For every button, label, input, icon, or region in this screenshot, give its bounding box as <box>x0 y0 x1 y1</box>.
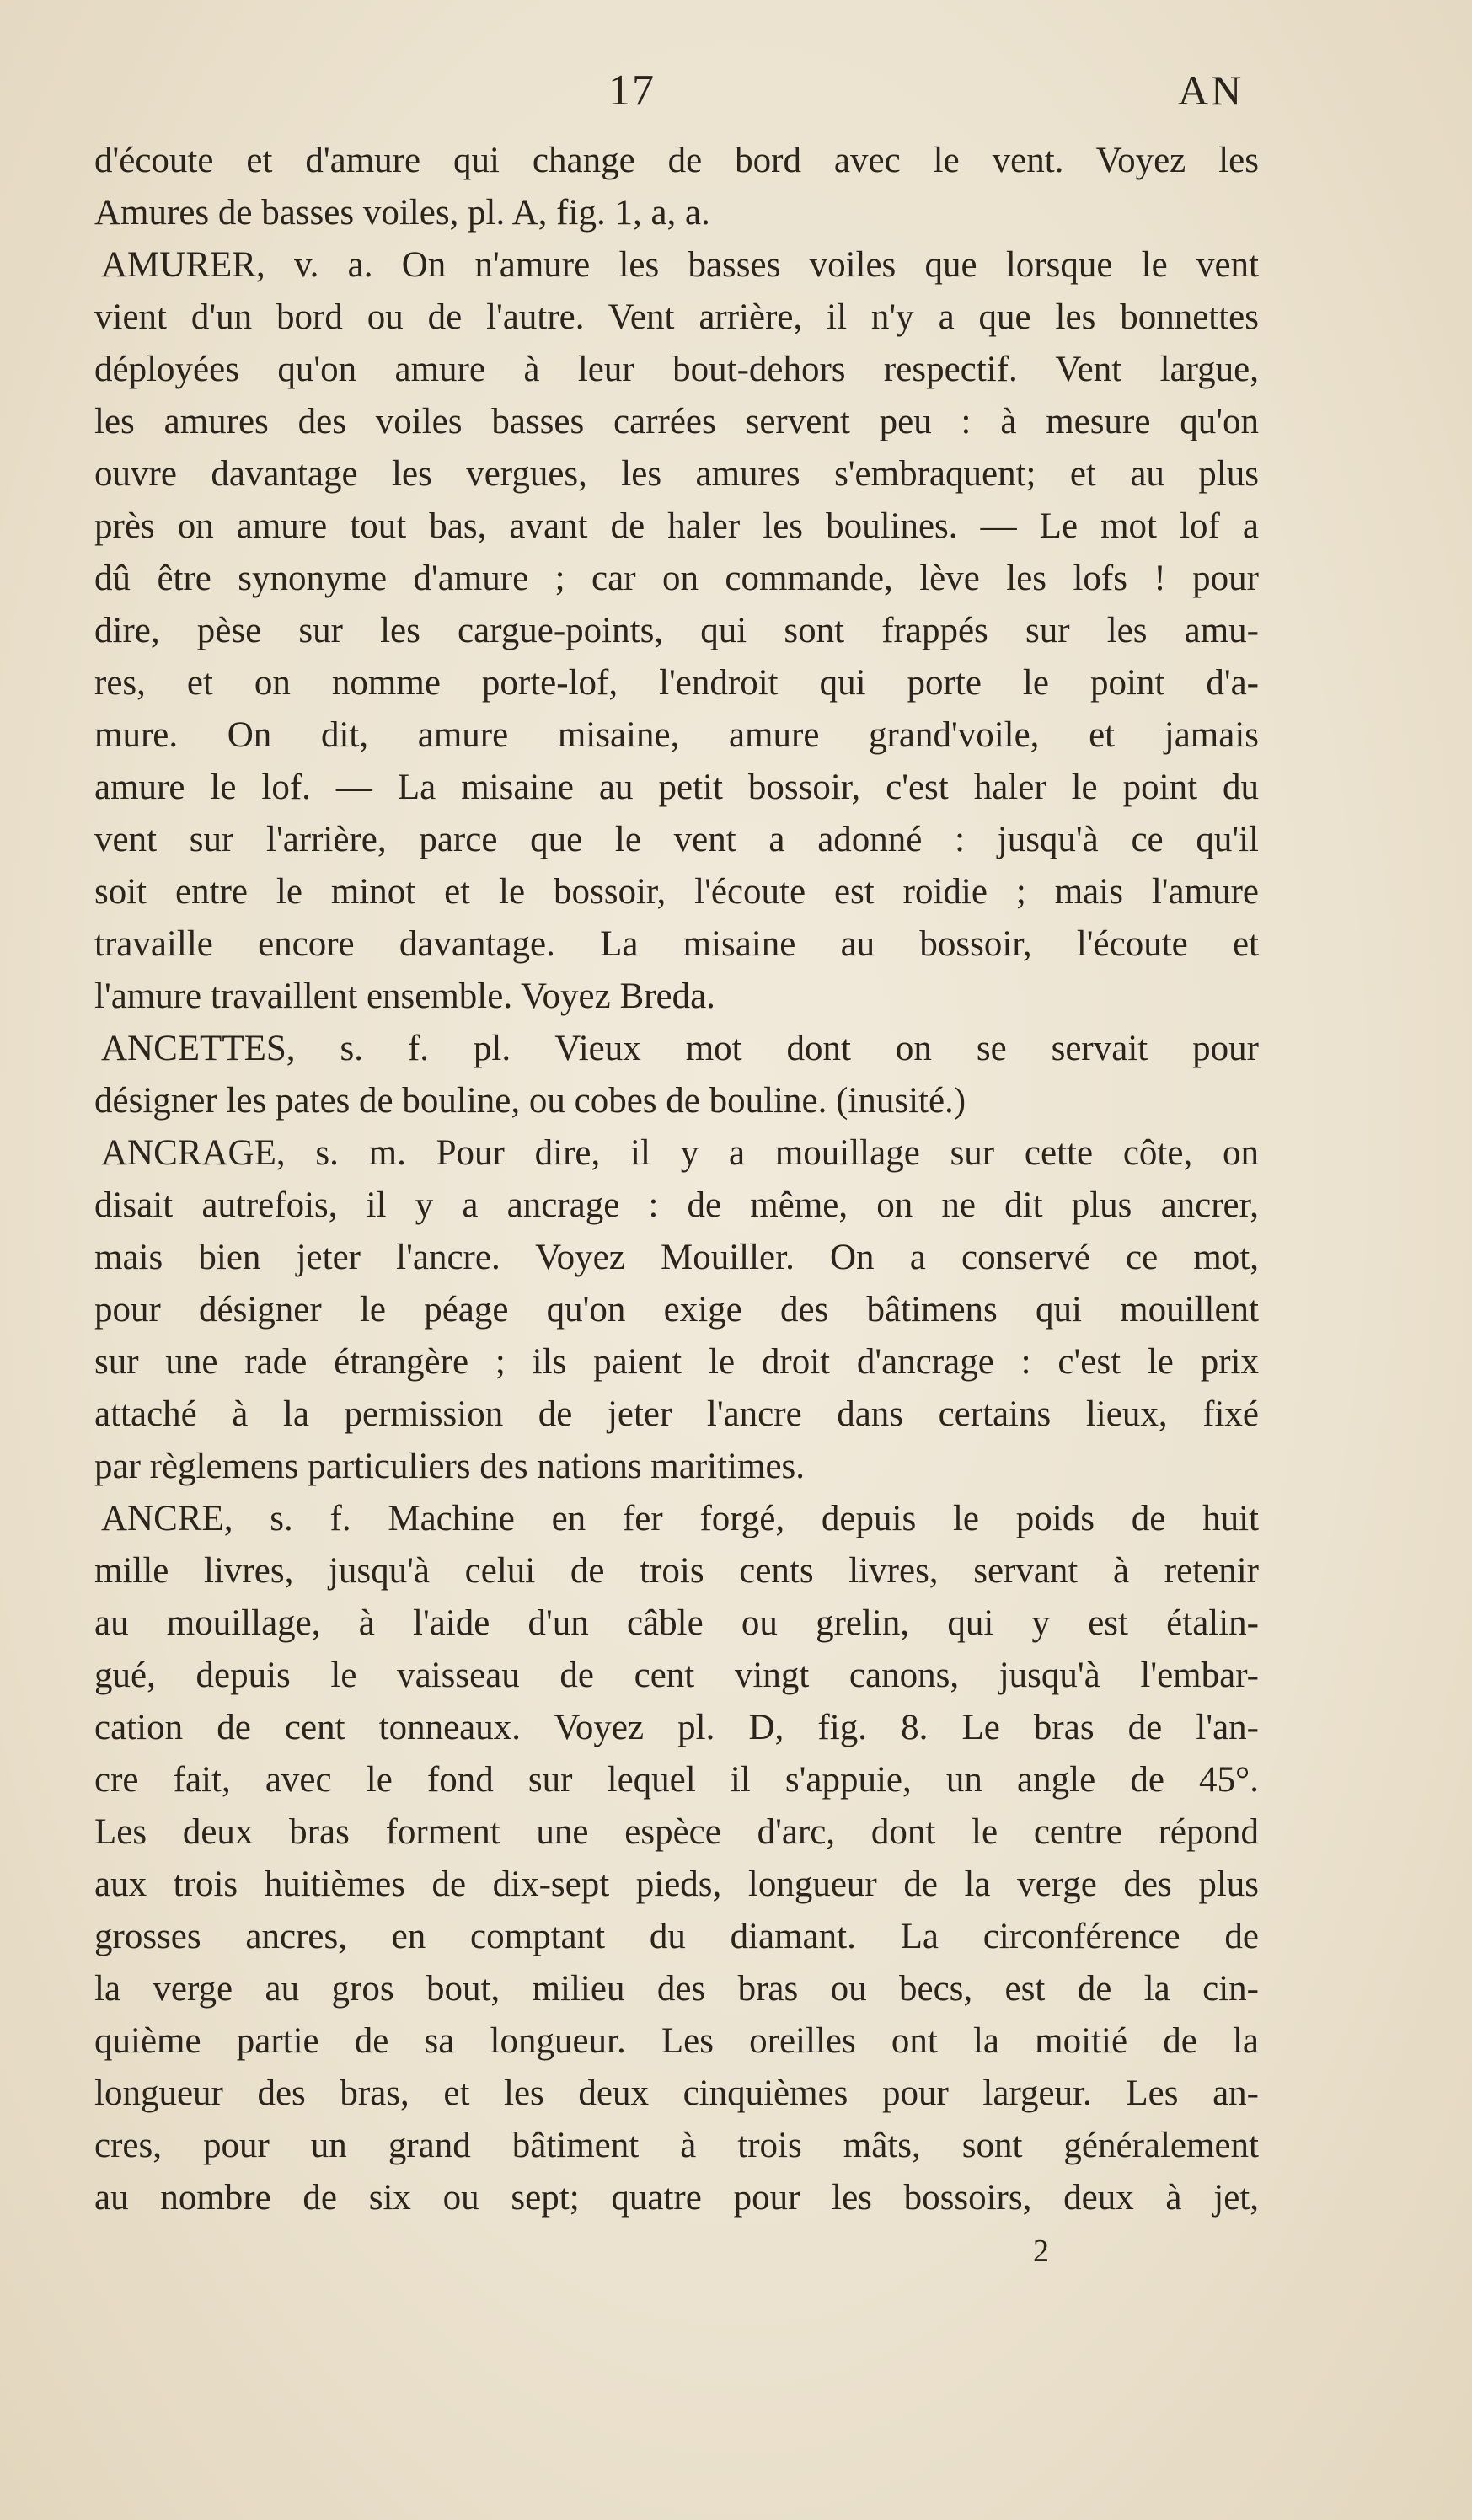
text-line: gué, depuis le vaisseau de cent vingt canons, jusqu'à l'embar- <box>94 1656 1259 1695</box>
signature-mark: 2 <box>1033 2234 1049 2269</box>
text-line: l'amure travaillent ensemble. Voyez Breda. <box>94 976 715 1016</box>
text-line: dire, pèse sur les cargue-points, qui sont frappés sur les amu- <box>94 611 1259 650</box>
text-line: mille livres, jusqu'à celui de trois cents livres, servant à retenir <box>94 1551 1259 1591</box>
text-line: mure. On dit, amure misaine, amure grand'voile, et jamais <box>94 715 1259 755</box>
text-line: longueur des bras, et les deux cinquièmes pour largeur. Les an- <box>94 2073 1259 2113</box>
text-line: au nombre de six ou sept; quatre pour les bossoirs, deux à jet, <box>94 2178 1259 2218</box>
text-line: res, et on nomme porte-lof, l'endroit qui porte le point d'a- <box>94 663 1259 703</box>
text-line: dû être synonyme d'amure ; car on commande, lève les lofs ! pour <box>94 559 1259 598</box>
body-text <box>94 135 1259 2224</box>
entry-amurer: AMURER, v. a. On n'amure les basses voiles que lorsque le vent <box>101 245 1259 285</box>
entry-ancettes: ANCETTES, s. f. pl. Vieux mot dont on se servait pour <box>101 1029 1259 1068</box>
text-line: ouvre davantage les vergues, les amures s'embraquent; et au plus <box>94 454 1259 494</box>
text-line: déployées qu'on amure à leur bout-dehors respectif. Vent largue, <box>94 350 1259 389</box>
text-line: cre fait, avec le fond sur lequel il s'appuie, un angle de 45°. <box>94 1760 1259 1800</box>
text-line: mais bien jeter l'ancre. Voyez Mouiller. On a conservé ce mot, <box>94 1238 1259 1277</box>
page-header <box>0 66 1472 125</box>
text-line: disait autrefois, il y a ancrage : de même, on ne dit plus ancrer, <box>94 1185 1259 1225</box>
running-head: AN <box>1178 67 1245 114</box>
text-line: aux trois huitièmes de dix-sept pieds, longueur de la verge des plus <box>94 1865 1259 1904</box>
text-line: désigner les pates de bouline, ou cobes de bouline. (inusité.) <box>94 1081 966 1121</box>
text-line: sur une rade étrangère ; ils paient le droit d'ancrage : c'est le prix <box>94 1342 1259 1382</box>
text-line: vent sur l'arrière, parce que le vent a adonné : jusqu'à ce qu'il <box>94 820 1259 859</box>
text-line: cres, pour un grand bâtiment à trois mâts, sont généralement <box>94 2126 1259 2165</box>
text-line: Les deux bras forment une espèce d'arc, dont le centre répond <box>94 1812 1259 1852</box>
text-line: grosses ancres, en comptant du diamant. La circonférence de <box>94 1917 1259 1956</box>
text-line: au mouillage, à l'aide d'un câble ou grelin, qui y est étalin- <box>94 1603 1259 1643</box>
text-line: Amures de basses voiles, pl. A, fig. 1, a, a. <box>94 193 710 233</box>
text-line: près on amure tout bas, avant de haler les boulines. — Le mot lof a <box>94 506 1259 546</box>
text-line: quième partie de sa longueur. Les oreilles ont la moitié de la <box>94 2021 1259 2061</box>
text-line: vient d'un bord ou de l'autre. Vent arrière, il n'y a que les bonnettes <box>94 297 1259 337</box>
page-number: 17 <box>608 67 656 115</box>
text-line: attaché à la permission de jeter l'ancre dans certains lieux, fixé <box>94 1394 1259 1434</box>
text-line: travaille encore davantage. La misaine au bossoir, l'écoute et <box>94 924 1259 964</box>
text-line: par règlemens particuliers des nations maritimes. <box>94 1447 806 1486</box>
entry-ancrage: ANCRAGE, s. m. Pour dire, il y a mouillage sur cette côte, on <box>101 1133 1259 1173</box>
text-line: la verge au gros bout, milieu des bras ou becs, est de la cin- <box>94 1969 1259 2009</box>
text-line: soit entre le minot et le bossoir, l'écoute est roidie ; mais l'amure <box>94 872 1259 912</box>
text-line: d'écoute et d'amure qui change de bord avec le vent. Voyez les <box>94 141 1259 180</box>
text-line: amure le lof. — La misaine au petit bossoir, c'est haler le point du <box>94 768 1259 807</box>
text-line: cation de cent tonneaux. Voyez pl. D, fig. 8. Le bras de l'an- <box>94 1708 1259 1747</box>
entry-ancre: ANCRE, s. f. Machine en fer forgé, depuis le poids de huit <box>101 1499 1259 1538</box>
text-line: pour désigner le péage qu'on exige des bâtimens qui mouillent <box>94 1290 1259 1330</box>
text-line: les amures des voiles basses carrées servent peu : à mesure qu'on <box>94 402 1259 441</box>
